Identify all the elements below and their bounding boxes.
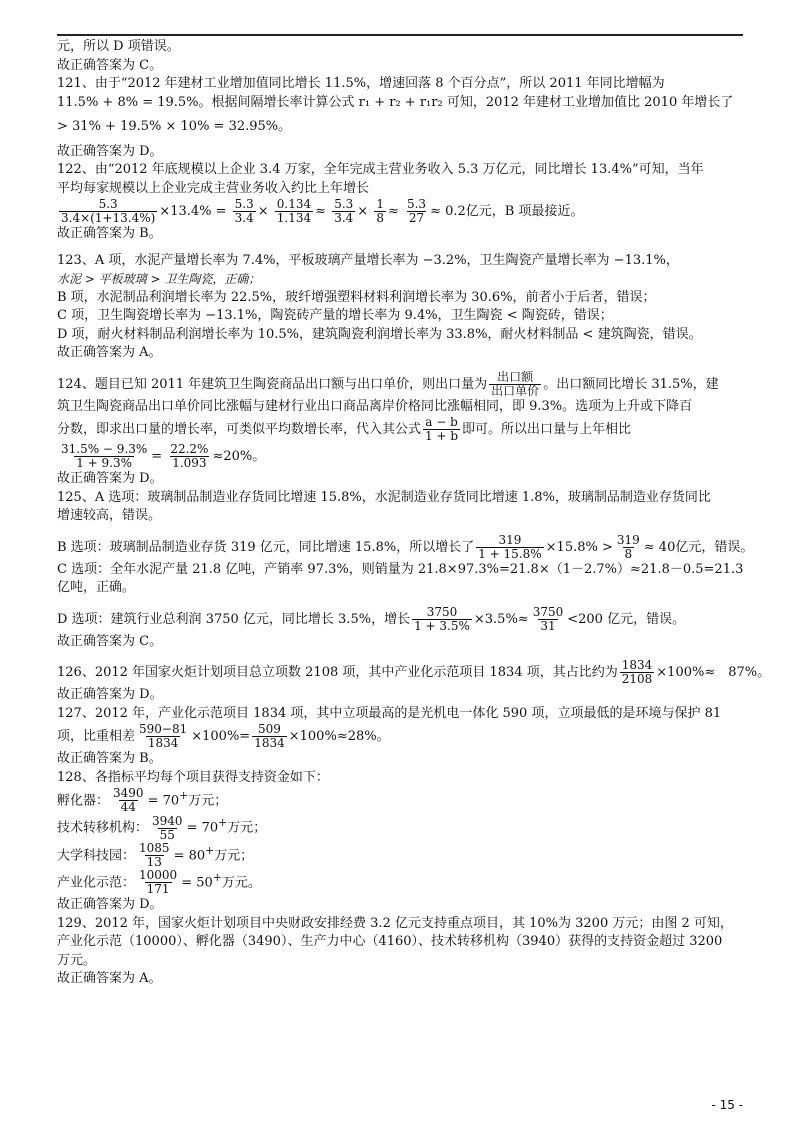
- text-line: C 项，卫生陶瓷增长率为 −13.1%，陶瓷砖产量的增长率为 9.4%，卫生陶瓷 < 陶瓷砖，错误；: [57, 308, 613, 323]
- answer-line: 故正确答案为 D。: [57, 471, 163, 486]
- fraction: $\frac{3750}{31}$: [532, 604, 564, 633]
- answer-line: 故正确答案为 B。: [57, 751, 162, 766]
- text-line: 121、由于“2012 年建材工业增加值同比增长 11.5%，增速回落 8 个百分点”，所以 2011 年同比增幅为: [57, 76, 665, 91]
- text-line: 增速较高，错误。: [57, 508, 162, 523]
- math-line: > 31% + 19.5% × 10% = 32.95%。: [57, 119, 292, 134]
- math-line-128c: 大学科技园： $\frac{1085}{13}$ = 80+万元；: [57, 840, 254, 869]
- text-line: 129、2012 年，国家火炬计划项目中央财政安排经费 3.2 亿元支持重点项目，其 10%为 3200 万元；由图 2 可知，: [57, 915, 733, 931]
- fraction: $\frac{a - b}{1 + b}$: [425, 415, 459, 443]
- text-line: 平均每家规模以上企业完成主营业务收入约比上年增长: [57, 180, 370, 196]
- fraction: $\frac{5.3}{3.4}$: [234, 197, 254, 225]
- fraction: $\frac{22.2\%}{1.093}$: [170, 442, 209, 470]
- document-body: [57, 38, 771, 989]
- math-line-128a: 孵化器： $\frac{3490}{44}$ = 70+万元；: [57, 786, 228, 815]
- fraction: $\frac{509}{1834}$: [254, 722, 285, 750]
- text-line: 123、A 项，水泥产量增长率为 7.4%，平板玻璃产量增长率为 −3.2%，卫生陶瓷产量增长率为 −13.1%，: [57, 252, 679, 268]
- fraction: $\frac{5.3}{3.4\times(1+13.4\%)}$: [61, 197, 156, 225]
- fraction: $\frac{5.3}{27}$: [406, 197, 427, 225]
- header-rule: [57, 34, 743, 36]
- fraction: $\frac{319}{1 + 15.8\%}$: [478, 532, 542, 561]
- answer-line: 故正确答案为 B。: [57, 226, 162, 241]
- fraction: $\frac{3750}{1 + 3.5\%}$: [414, 604, 470, 633]
- text-line: 水泥 > 平板玻璃 > 卫生陶瓷，正确；: [57, 272, 261, 286]
- math-line-124: $\frac{31.5\% - 9.3\%}{1 + 9.3\%}$ = $\frac{22.2\%}{1.093}$ ≈20%。: [61, 442, 266, 470]
- text-line: 万元。: [57, 952, 97, 968]
- answer-line: 故正确答案为 A。: [57, 345, 162, 360]
- text-line: 亿吨，正确。: [57, 580, 136, 595]
- answer-line: 故正确答案为 D。: [57, 143, 163, 159]
- answer-line: 故正确答案为 D。: [57, 897, 163, 913]
- fraction: $\frac{3490}{44}$: [113, 786, 144, 815]
- fraction: $\frac{5.3}{3.4}$: [334, 197, 354, 225]
- math-line-122: $\frac{5.3}{3.4\times(1+13.4\%)}$ ×13.4% = $\frac{5.3}{3.4}$ × $\frac{0.134}{1.134}$ ≈ $\frac{5.3}{3.4}$ × $\frac{1}{8}$ ≈ $\frac{5.3}{27}$ ≈ 0.2亿元，B 项最接近。: [61, 197, 584, 225]
- text-line: 产业化示范（10000）、孵化器（3490）、生产力中心（4160）、技术转移机构（3940）获得的支持资金超过 3200: [57, 934, 723, 950]
- text-line-127b: 项，比重相差 $\frac{590-81}{1834}$ ×100%= $\frac{509}{1834}$ ×100%≈28%。: [57, 722, 390, 750]
- text-line: D 项，耐火材料制品利润增长率为 10.5%，建筑陶瓷利润增长率为 33.8%，耐火材料制品 < 建筑陶瓷，错误。: [57, 326, 702, 342]
- page-number: - 15 -: [711, 1098, 743, 1112]
- text-line: 125、A 选项：玻璃制品制造业存货同比增速 15.8%，水泥制造业存货同比增速 1.8%，玻璃制品制造业存货同比: [57, 489, 711, 505]
- answer-line: 故正确答案为 D。: [57, 687, 163, 702]
- fraction: $\frac{319}{8}$: [616, 532, 640, 561]
- answer-line: 故正确答案为 C。: [57, 633, 163, 649]
- text-line: 128、各指标平均每个项目获得支持资金如下：: [57, 769, 329, 785]
- text-line: B 项，水泥制品利润增长率为 22.5%，玻纤增强塑料材料利润增长率为 30.6%，前者小于后者，错误；: [57, 289, 656, 305]
- answer-line: 故正确答案为 C。: [57, 57, 163, 73]
- text-line: 127、2012 年，产业化示范项目 1834 项，其中立项最高的是光机电一体化 590 项，立项最低的是环境与保护 81: [57, 705, 722, 721]
- math-line-128b: 技术转移机构： $\frac{3940}{55}$ = 70+万元；: [57, 813, 267, 842]
- text-line-124: 124、题目已知 2011 年建筑卫生陶瓷商品出口额与出口单价，则出口量为 $\frac{\text{出口额}}{\text{出口单价}}$ 。出口额同比增长 31.5%，建: [57, 369, 719, 398]
- fraction: $\frac{\text{出口额}}{\text{出口单价}}$: [491, 369, 540, 398]
- text-line: 元，所以 D 项错误。: [57, 39, 180, 54]
- answer-line: 故正确答案为 A。: [57, 971, 162, 987]
- fraction: $\frac{1834}{2108}$: [621, 658, 653, 686]
- fraction: $\frac{10000}{171}$: [139, 868, 178, 897]
- fraction: $\frac{590-81}{1834}$: [139, 722, 188, 750]
- math-line-128d: 产业化示范： $\frac{10000}{171}$ = 50+万元。: [57, 868, 261, 897]
- text-line-125b: B 选项：玻璃制品制造业存货 319 亿元，同比增速 15.8%，所以增长了 $\frac{319}{1 + 15.8\%}$ ×15.8% > $\frac{319}{8}$ ≈ 40亿元，错误。: [57, 532, 754, 561]
- text-line-125d: D 选项：建筑行业总利润 3750 亿元，同比增长 3.5%，增长 $\frac{3750}{1 + 3.5\%}$ ×3.5%≈ $\frac{3750}{31}$ <200 亿元，错误。: [57, 604, 686, 633]
- text-line: 筑卫生陶瓷商品出口单价同比涨幅与建材行业出口商品离岸价格同比涨幅相同，即 9.3%。选项为上升或下降百: [57, 398, 693, 414]
- text-line: 122、由“2012 年底规模以上企业 3.4 万家，全年完成主营业务收入 5.3 万亿元，同比增长 13.4%”可知，当年: [57, 162, 704, 177]
- fraction: $\frac{1}{8}$: [376, 197, 384, 225]
- text-line-126: 126、2012 年国家火炬计划项目总立项数 2108 项，其中产业化示范项目 1834 项，其占比约为 $\frac{1834}{2108}$ ×100%≈ 87%。: [57, 658, 771, 686]
- fraction: $\frac{31.5\% - 9.3\%}{1 + 9.3\%}$: [61, 442, 148, 470]
- fraction: $\frac{0.134}{1.134}$: [276, 197, 312, 225]
- fraction: $\frac{3940}{55}$: [152, 813, 183, 842]
- text-line: C 选项：全年水泥产量 21.8 亿吨，产销率 97.3%，则销量为 21.8×97.3%=21.8×（1－2.7%）≈21.8－0.5=21.3: [57, 561, 744, 577]
- text-line-124b: 分数，即求出口量的增长率，可类似平均数增长率，代入其公式 $\frac{a - b}{1 + b}$ 即可。所以出口量与上年相比: [57, 415, 632, 443]
- fraction: $\frac{1085}{13}$: [139, 840, 170, 869]
- text-line: 11.5% + 8% = 19.5%。根据间隔增长率计算公式 r₁ + r₂ + r₁r₂ 可知，2012 年建材工业增加值比 2010 年增长了: [57, 94, 734, 110]
